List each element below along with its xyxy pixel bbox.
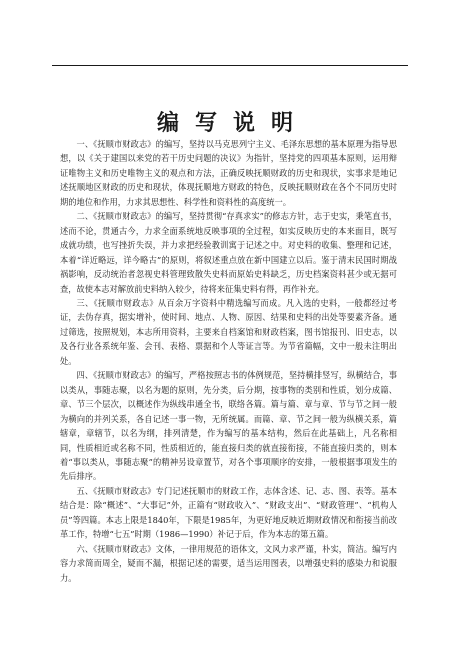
page-title: 编写说明 [156, 109, 309, 136]
paragraph-6: 六、《抚顺市财政志》文体，一律用规范的语体文，文风力求严谨，朴实，简洁。编写内容力求简而周全，疑而不漏，根据记述的需要，适当运用图表，以增强史料的感染力和说服力。 [60, 543, 397, 583]
header-rule [52, 65, 408, 66]
paragraph-1: 一、《抚顺市财政志》的编写，坚持以马克思列宁主义、毛泽东思想的基本原理为指导思想，以《关于建国以来党的若干历史问题的决议》为指针，坚持党的四项基本原则，运用辩证唯物主义和历史唯物主义的观点和方法，正确反映抚顺财政的历史和现状，实事求是地记述抚顺地区财政的历史和现状，体现抚顺地方财政的特色，反映抚顺财政在各个不同历史时期的地位和作用，力求其思想性、科学性和资料性的高度统一。 [60, 139, 397, 207]
paragraph-5: 五、《抚顺市财政志》专门记述抚顺市的财政工作，志体含述、记、志、图、表等。基本结合是：除“概述”、“大事记”外，正篇有“财政收入”、“财政支出”、“财政管理”、“机构人员”等四篇。本志上限是1840年，下限是1985年，为更好地反映近期财政情况和衔接当前改革工作，特增“七五”时期（1986—1990）补记于后，作为本志的第五篇。 [60, 485, 397, 540]
body-text [60, 137, 397, 585]
paragraph-4: 四、《抚顺市财政志》的编写，严格按照志书的体例规范，坚持横排竖写，纵横结合，事以类从，事随志聚，以名为题的原则，先分类，后分期，按事物的类别和性质，划分成篇、章、节三个层次，以概述作为纵线串通全书，联络各篇。篇与篇、章与章、节与节之间一般为横向的并列关系，各自记述一事一物，无所统属。而篇、章、节之间一般为纵横关系，篇辖章，章辖节，以名为纲，排列清楚，作为编写的基本结构，然后在此基础上，凡名称相同，性质相近或名称不同，性质相近的，能直接归类的就直接衔接，不能直接归类的，则本着“事以类从，事随志聚”的精神另设章置节，对各个事项顺序的安排，一般根据事项发生的先后排序。 [60, 370, 397, 482]
paragraph-3: 三、《抚顺市财政志》从百余万字资料中精选编写而成。凡入选的史料，一般都经过考证，去伪存真，据实增补，使时间、地点、人物、原因、结果和史料的出处等要素齐备。通过筛选，按照规划，本志所用资料，主要来自档案馆和财政档案，图书馆报刊、旧史志，以及各行业各系统年鉴、会刊、表格、票据和个人等证言等。为节省篇幅，文中一般未注明出处。 [60, 297, 397, 366]
paragraph-2: 二、《抚顺市财政志》的编写，坚持贯彻“存真求实”的修志方针，志于史实，秉笔直书，述而不论，贯通古今，力求全面系统地反映事项的全过程，如实反映历史的本来面目，既写成就功绩，也写挫折失误，并力求把经验教训寓于记述之中。对史料的收集、整理和记述，本着“详近略远，详今略古”的原则，将叙述重点放在新中国建立以后。鉴于清末民国时期战祸影响，反动统治者忽视史料管理致散失史料而原始史料缺乏，历史档案资料甚少或无据可查，故使本志对解放前史料纳入较少，待将来征集史料有得，再作补充。 [60, 211, 397, 294]
